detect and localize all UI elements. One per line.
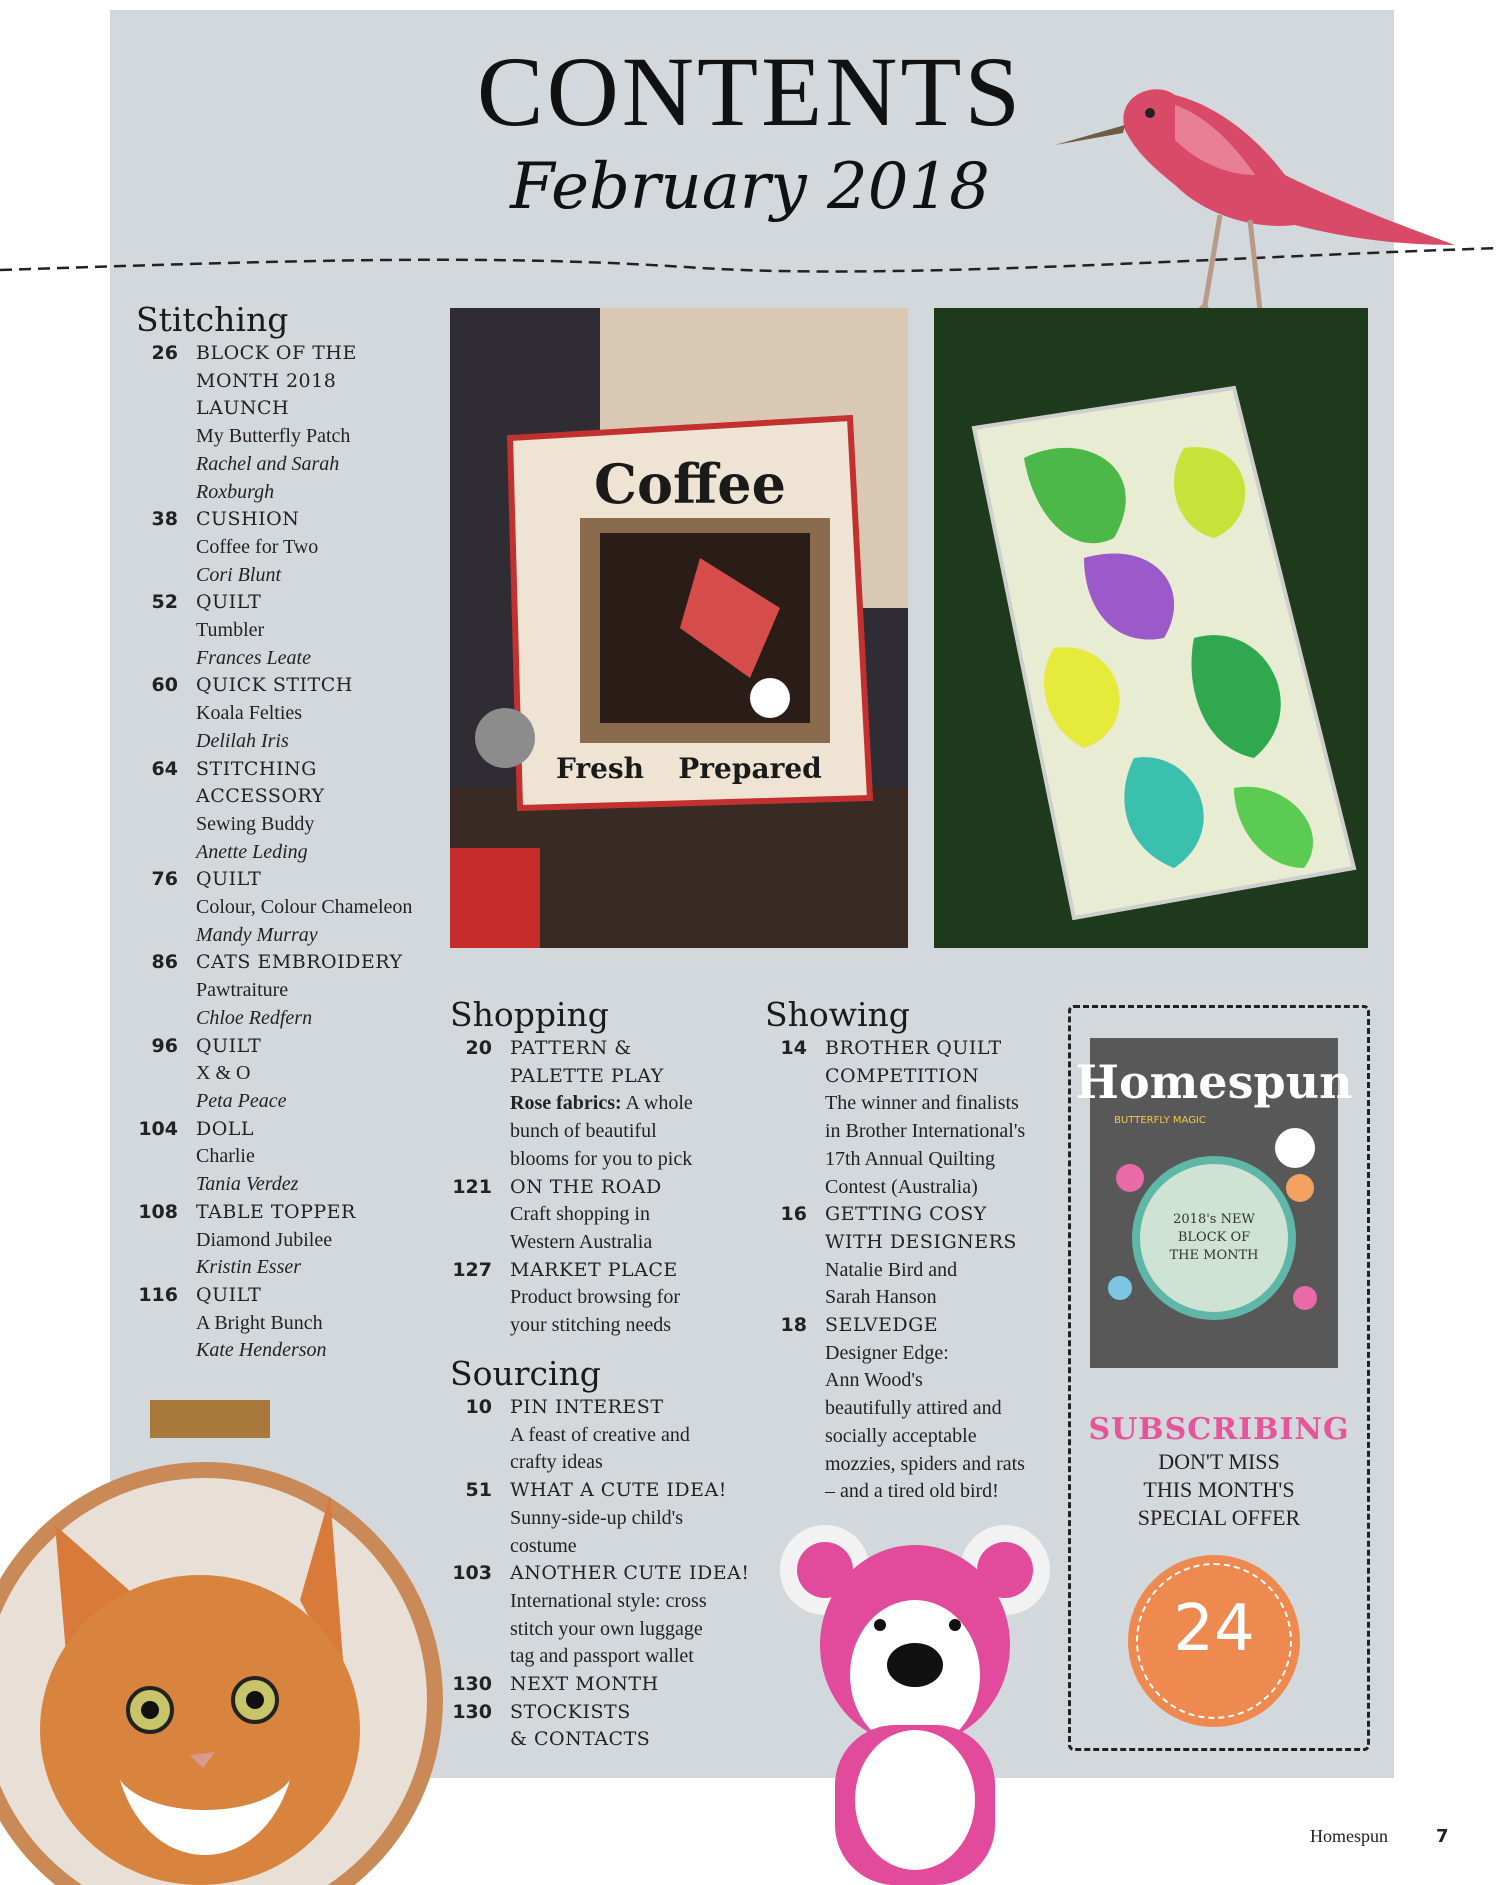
cushion-fresh-text: Fresh [555, 752, 645, 785]
magazine-feature-3: THE MONTH [1169, 1248, 1259, 1263]
toc-project-name: Charlie [196, 1145, 255, 1168]
toc-page-number: 51 [465, 1479, 492, 1502]
cushion-prepared-text: Prepared [678, 752, 822, 785]
toc-description [825, 1174, 1065, 1202]
felt-koala-decoration [780, 1515, 1050, 1885]
toc-description [825, 1118, 1065, 1146]
toc-description [825, 1451, 1065, 1479]
cushion-title-text: Coffee [593, 452, 787, 516]
toc-entry-title: ON THE ROAD [510, 1175, 662, 1198]
toc-entry[interactable] [450, 1035, 750, 1174]
toc-author: Kristin Esser [196, 1256, 302, 1279]
toc-entry[interactable] [136, 672, 466, 755]
promo-line-2: THIS MONTH'S [1143, 1477, 1295, 1502]
toc-description [825, 1395, 1065, 1423]
toc-description-text: – and a tired old bird! [825, 1480, 999, 1503]
sourcing-section [450, 1354, 770, 1754]
magazine-tagline: BUTTERFLY MAGIC [1114, 1115, 1206, 1126]
toc-description-text: International style: cross [510, 1589, 707, 1612]
toc-description-text: Ann Wood's [825, 1369, 923, 1392]
toc-entry-title: MARKET PLACE [510, 1258, 678, 1281]
toc-author: Anette Leding [196, 840, 308, 863]
toc-entry-title: QUILT [196, 868, 262, 891]
toc-description-text: The winner and finalists [825, 1092, 1019, 1115]
toc-entry[interactable] [136, 1199, 466, 1282]
coffee-cushion-photo [450, 308, 908, 948]
toc-description-text: A whole [621, 1092, 693, 1115]
toc-entry[interactable] [136, 340, 466, 506]
toc-description [510, 1616, 770, 1644]
toc-page-number: 10 [465, 1396, 492, 1418]
toc-author: Tania Verdez [196, 1173, 299, 1196]
toc-description-text: in Brother International's [825, 1120, 1026, 1143]
toc-entry[interactable] [450, 1257, 750, 1340]
toc-project-name: Tumbler [196, 619, 265, 642]
toc-entry[interactable] [136, 949, 466, 1032]
toc-description [510, 1090, 750, 1118]
toc-description-text: Natalie Bird and [825, 1258, 958, 1281]
toc-page-number: 103 [452, 1562, 492, 1585]
toc-description-text: Craft shopping in [510, 1203, 650, 1226]
toc-entry-title: COMPETITION [825, 1064, 980, 1087]
toc-page-number: 76 [151, 868, 178, 891]
toc-entry-title: GETTING COSY [825, 1203, 987, 1226]
toc-page-number: 16 [780, 1203, 807, 1226]
toc-description-text: tag and passport wallet [510, 1645, 694, 1668]
toc-entry-title: PIN INTEREST [510, 1396, 664, 1418]
toc-entry-title: WITH DESIGNERS [825, 1230, 1017, 1253]
issue-date: February 2018 [510, 150, 990, 224]
toc-description [510, 1284, 750, 1312]
sourcing-list [450, 1394, 770, 1754]
toc-description [510, 1229, 750, 1257]
toc-page-number: 96 [151, 1034, 178, 1057]
toc-author: Chloe Redfern [196, 1006, 313, 1029]
toc-page-number: 52 [151, 591, 178, 614]
toc-description [825, 1423, 1065, 1451]
showing-list [765, 1035, 1065, 1506]
shopping-heading: Shopping [450, 995, 609, 1034]
footer-page-number: 7 [1436, 1826, 1449, 1847]
toc-description-text: Contest (Australia) [825, 1175, 978, 1198]
toc-author: Peta Peace [196, 1089, 287, 1112]
toc-description-bold: Rose fabrics: [510, 1092, 622, 1115]
toc-entry[interactable] [450, 1560, 770, 1671]
toc-entry[interactable] [450, 1699, 770, 1754]
toc-page-number: 108 [138, 1200, 178, 1223]
toc-description [510, 1588, 770, 1616]
toc-entry[interactable] [136, 506, 466, 589]
stitching-section [136, 300, 466, 1365]
toc-project-name: My Butterfly Patch [196, 425, 351, 448]
toc-entry-title: NEXT MONTH [510, 1673, 659, 1696]
toc-entry-title: MONTH 2018 [196, 369, 337, 392]
toc-project-name: A Bright Bunch [196, 1311, 323, 1334]
toc-description-text: A feast of creative and [510, 1423, 690, 1446]
felt-bird-decoration [1055, 45, 1475, 345]
shopping-section [450, 995, 750, 1340]
toc-page-number: 116 [138, 1283, 178, 1306]
promo-title: SUBSCRIBING [1088, 1412, 1350, 1447]
magazine-masthead: Homespun [1075, 1055, 1353, 1109]
toc-entry-title: QUILT [196, 1034, 262, 1057]
toc-description [510, 1118, 750, 1146]
toc-description [510, 1312, 750, 1340]
toc-description [510, 1505, 770, 1533]
toc-description [510, 1643, 770, 1671]
toc-description [825, 1146, 1065, 1174]
toc-page-number: 14 [780, 1037, 807, 1059]
toc-description [825, 1367, 1065, 1395]
toc-entry-title: & CONTACTS [510, 1728, 651, 1751]
toc-project-name: Pawtraiture [196, 979, 289, 1002]
toc-description-text: blooms for you to pick [510, 1147, 693, 1170]
promo-page-badge[interactable] [1128, 1555, 1300, 1727]
toc-entry-title: LAUNCH [196, 397, 290, 420]
toc-description [510, 1146, 750, 1174]
showing-heading: Showing [765, 995, 910, 1034]
toc-author: Mandy Murray [196, 923, 318, 946]
toc-entry-title: STITCHING [196, 757, 317, 780]
toc-entry-title: PALETTE PLAY [510, 1064, 664, 1087]
toc-project-name: Diamond Jubilee [196, 1228, 333, 1251]
toc-entry-title: ACCESSORY [196, 785, 325, 808]
stitching-heading: Stitching [136, 300, 289, 339]
toc-entry-title: QUILT [196, 1283, 262, 1306]
toc-page-number: 26 [151, 342, 178, 364]
toc-description [825, 1257, 1065, 1285]
toc-page-number: 38 [151, 508, 178, 531]
toc-page-number: 130 [452, 1700, 492, 1723]
toc-entry-title: TABLE TOPPER [196, 1200, 356, 1223]
promo-line-1: DON'T MISS [1158, 1449, 1280, 1474]
toc-project-name: Coffee for Two [196, 535, 319, 558]
promo-page-number: 24 [1173, 1592, 1255, 1666]
toc-author: Frances Leate [196, 646, 311, 669]
toc-entry[interactable] [765, 1312, 1065, 1506]
magazine-feature-2: BLOCK OF [1177, 1230, 1251, 1245]
toc-entry[interactable] [136, 589, 466, 672]
toc-author: Delilah Iris [196, 729, 289, 752]
toc-page-number: 60 [151, 674, 178, 697]
toc-entry-title: QUICK STITCH [196, 674, 353, 697]
toc-entry-title: WHAT A CUTE IDEA! [510, 1479, 727, 1502]
toc-entry[interactable] [450, 1394, 770, 1477]
toc-page-number: 20 [465, 1037, 492, 1059]
toc-project-name: Sewing Buddy [196, 812, 315, 835]
toc-page-number: 64 [151, 757, 178, 780]
toc-author: Cori Blunt [196, 563, 282, 586]
toc-entry-title: CUSHION [196, 508, 300, 531]
page-title: CONTENTS [476, 36, 1024, 147]
toc-description-text: socially acceptable [825, 1424, 977, 1447]
toc-description-text: Sarah Hanson [825, 1286, 937, 1309]
toc-entry[interactable] [136, 756, 466, 867]
toc-description-text: crafty ideas [510, 1451, 603, 1474]
toc-page-number: 104 [138, 1117, 178, 1140]
toc-description [825, 1340, 1065, 1368]
cat-embroidery-hoop [0, 1400, 460, 1885]
toc-description [510, 1201, 750, 1229]
toc-entry-title: DOLL [196, 1117, 255, 1140]
chameleon-quilt-photo [934, 308, 1368, 948]
toc-entry-title: QUILT [196, 591, 262, 614]
toc-entry-title: ANOTHER CUTE IDEA! [510, 1562, 750, 1585]
stitching-list [136, 340, 466, 1365]
toc-entry[interactable] [765, 1035, 1065, 1201]
toc-author: Kate Henderson [196, 1339, 327, 1362]
toc-project-name: Colour, Colour Chameleon [196, 896, 413, 919]
toc-description-text: bunch of beautiful [510, 1120, 657, 1143]
toc-entry[interactable] [136, 866, 466, 949]
toc-entry-title: PATTERN & [510, 1037, 632, 1059]
toc-entry[interactable] [450, 1174, 750, 1257]
toc-description-text: Designer Edge: [825, 1341, 949, 1364]
toc-description [825, 1478, 1065, 1506]
toc-entry-title: CATS EMBROIDERY [196, 951, 403, 974]
toc-page-number: 130 [452, 1673, 492, 1696]
toc-author: Roxburgh [196, 480, 275, 503]
toc-description [510, 1533, 770, 1561]
toc-description [825, 1090, 1065, 1118]
toc-description [510, 1422, 770, 1450]
toc-description-text: Sunny-side-up child's [510, 1506, 684, 1529]
magazine-feature-1: 2018's NEW [1173, 1212, 1255, 1227]
toc-entry[interactable] [136, 1116, 466, 1199]
promo-line-3: SPECIAL OFFER [1137, 1505, 1301, 1530]
toc-author: Rachel and Sarah [196, 452, 340, 475]
toc-description-text: stitch your own luggage [510, 1617, 703, 1640]
toc-description-text: your stitching needs [510, 1314, 672, 1337]
toc-description-text: beautifully attired and [825, 1397, 1002, 1420]
footer-publication: Homespun [1310, 1826, 1388, 1846]
toc-entry[interactable] [450, 1477, 770, 1560]
shopping-list [450, 1035, 750, 1340]
toc-page-number: 121 [452, 1175, 492, 1198]
toc-description-text: costume [510, 1534, 577, 1557]
toc-entry[interactable] [765, 1201, 1065, 1312]
toc-entry-title: BROTHER QUILT [825, 1037, 1002, 1059]
toc-page-number: 86 [151, 951, 178, 974]
toc-entry[interactable] [136, 1282, 466, 1365]
toc-entry-title: SELVEDGE [825, 1314, 939, 1337]
toc-entry[interactable] [136, 1033, 466, 1116]
toc-entry-title: STOCKISTS [510, 1700, 631, 1723]
toc-description [825, 1284, 1065, 1312]
toc-page-number: 127 [452, 1258, 492, 1281]
toc-description [510, 1449, 770, 1477]
toc-page-number: 18 [780, 1314, 807, 1337]
toc-description-text: Product browsing for [510, 1286, 680, 1309]
toc-entry-title: BLOCK OF THE [196, 342, 357, 364]
toc-description-text: Western Australia [510, 1230, 653, 1253]
toc-description-text: 17th Annual Quilting [825, 1147, 995, 1170]
showing-section [765, 995, 1065, 1506]
toc-description-text: mozzies, spiders and rats [825, 1452, 1025, 1475]
magazine-cover[interactable] [1075, 1038, 1353, 1368]
toc-project-name: Koala Felties [196, 702, 303, 725]
toc-entry[interactable] [450, 1671, 770, 1699]
toc-project-name: X & O [196, 1062, 251, 1085]
sourcing-heading: Sourcing [450, 1354, 601, 1393]
